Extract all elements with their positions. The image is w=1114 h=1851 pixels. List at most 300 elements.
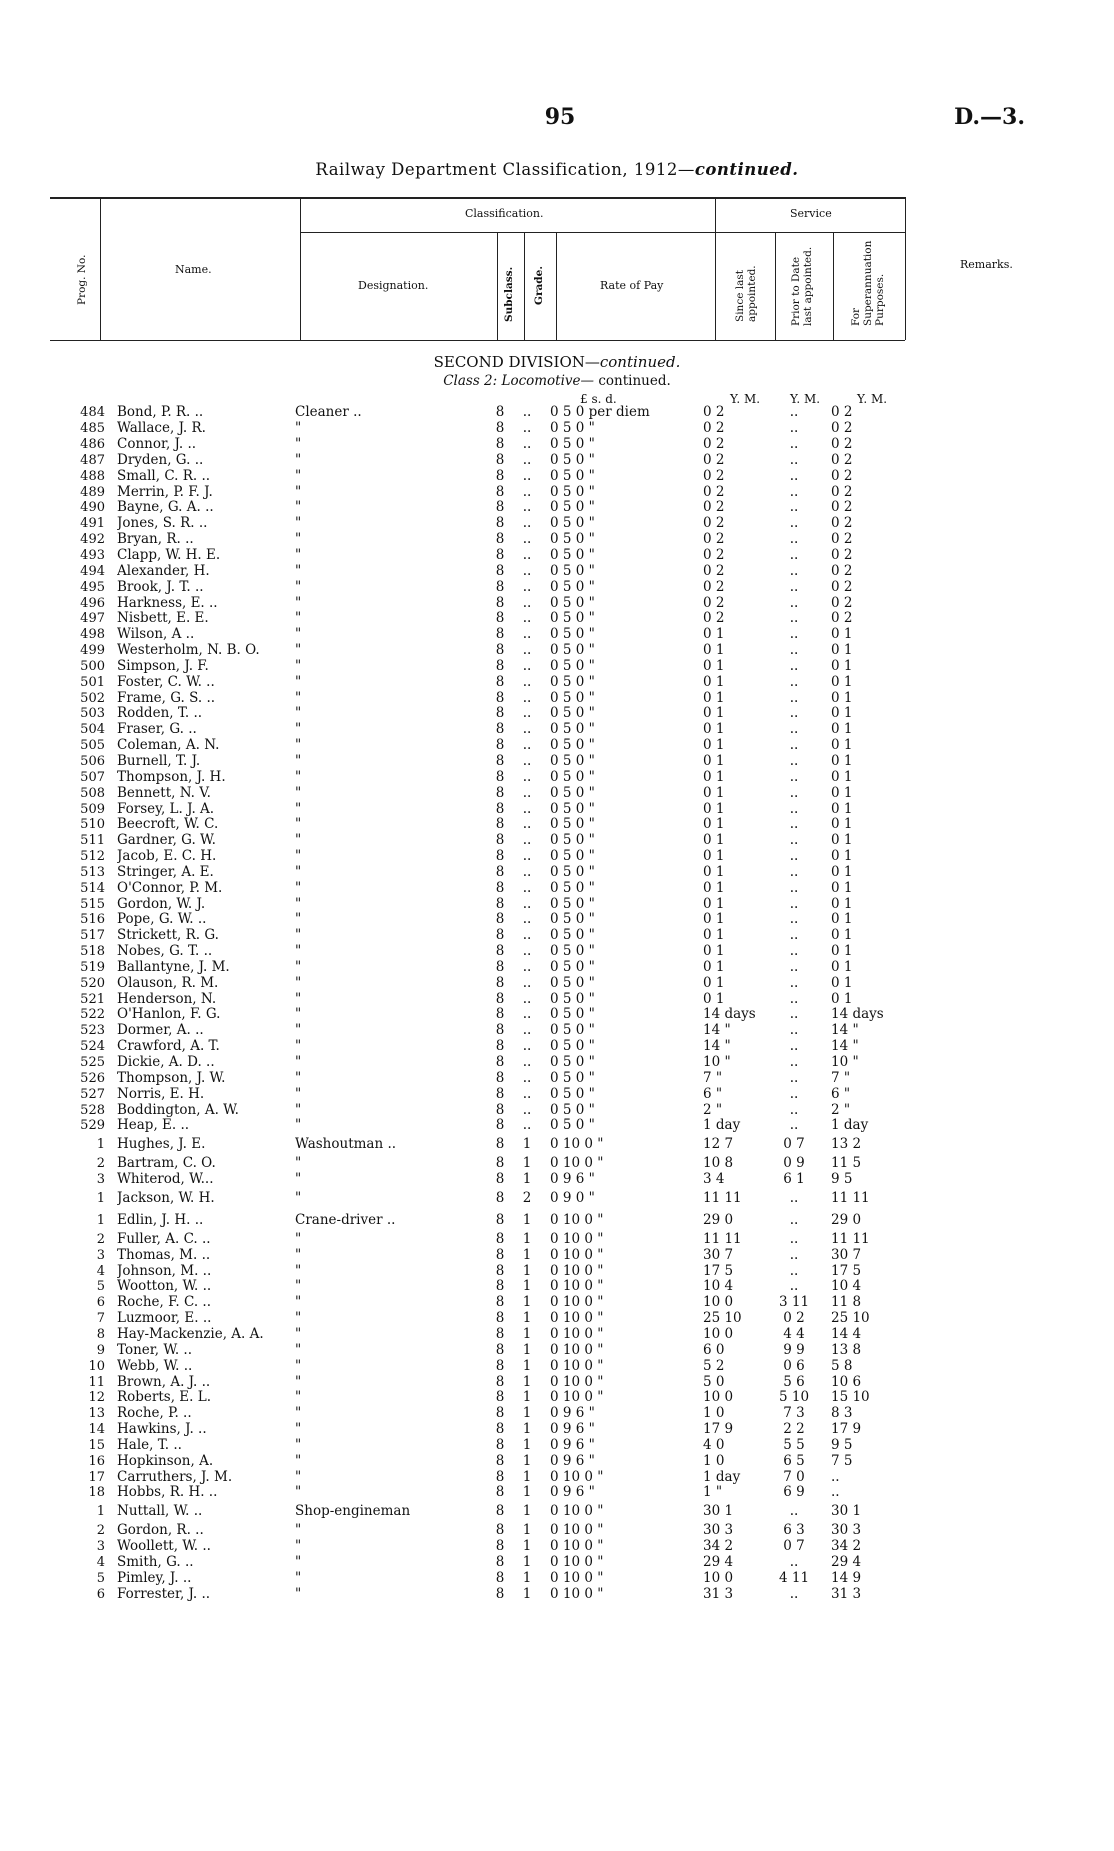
grade-cell: ..	[522, 468, 532, 484]
designation-cell: "	[295, 816, 302, 833]
since-appointed-cell: 0 1	[703, 658, 725, 674]
rate-of-pay-cell: 0 5 0 "	[550, 420, 595, 437]
rate-of-pay-cell: 0 9 0 "	[550, 1190, 595, 1206]
prior-appointed-cell: ..	[789, 785, 799, 801]
subclass-cell: 8	[495, 1586, 505, 1602]
superannuation-cell: 0 1	[831, 785, 853, 801]
prog-no-cell: 1	[96, 1213, 105, 1228]
designation-cell: "	[295, 1538, 302, 1555]
rate-of-pay-cell: 0 5 0 "	[550, 674, 595, 690]
prior-appointed-cell: ..	[789, 1279, 799, 1295]
rate-of-pay-cell: 0 10 0 "	[550, 1263, 604, 1279]
employee-name-cell: Carruthers, J. M.	[117, 1469, 233, 1485]
superannuation-cell: 0 1	[831, 832, 853, 849]
prog-no-cell: 2	[96, 1231, 105, 1247]
subclass-cell: 8	[495, 1570, 505, 1586]
prog-no-cell: 8	[96, 1326, 105, 1342]
since-appointed-cell: 31 3	[703, 1586, 734, 1602]
employee-name-cell: Johnson, M. ..	[117, 1263, 212, 1279]
since-appointed-cell: 0 2	[703, 468, 725, 484]
prior-appointed-cell: ..	[789, 690, 799, 706]
prior-appointed-cell: ..	[789, 468, 799, 484]
superannuation-cell: 30 7	[831, 1247, 862, 1263]
grade-cell: 1	[522, 1326, 532, 1342]
table-row	[50, 1501, 891, 1523]
superannuation-cell: 0 1	[831, 912, 853, 928]
since-appointed-cell: 0 2	[703, 452, 725, 468]
grade-cell: ..	[522, 943, 532, 960]
prog-no-cell: 4	[96, 1554, 105, 1570]
subclass-cell: 8	[495, 991, 505, 1007]
rate-of-pay-cell: 0 10 0 "	[550, 1358, 604, 1374]
since-appointed-cell: 0 2	[703, 405, 725, 421]
designation-cell: "	[295, 579, 302, 595]
employee-name-cell: Hughes, J. E.	[117, 1136, 206, 1153]
employee-name-cell: Webb, W. ..	[117, 1358, 193, 1374]
rate-of-pay-cell: 0 5 0 "	[550, 753, 595, 769]
prog-no-cell: 513	[80, 864, 105, 880]
since-appointed-cell: 0 2	[703, 515, 725, 532]
prog-no-cell: 500	[80, 658, 105, 674]
since-appointed-cell: 0 1	[703, 721, 725, 738]
prog-no-cell: 14	[88, 1422, 105, 1438]
table-row	[50, 928, 891, 944]
designation-cell: "	[295, 769, 302, 785]
grade-cell: ..	[522, 975, 532, 991]
since-appointed-cell: 10 0	[703, 1326, 734, 1342]
grade-cell: ..	[522, 816, 532, 833]
superannuation-cell: 0 1	[831, 816, 853, 833]
designation-cell: Crane-driver ..	[295, 1212, 396, 1228]
superannuation-cell: 11 8	[831, 1294, 862, 1311]
designation-cell: "	[295, 753, 302, 769]
grade-cell: 1	[522, 1342, 532, 1358]
prior-appointed-cell: ..	[789, 531, 799, 548]
subclass-cell: 8	[495, 959, 505, 975]
superannuation-cell: 0 2	[831, 515, 853, 532]
employee-name-cell: Ballantyne, J. M.	[117, 959, 230, 975]
subclass-cell: 8	[495, 500, 505, 516]
prog-no-cell: 526	[80, 1070, 105, 1086]
table-row	[50, 1539, 891, 1555]
since-appointed-cell: 0 1	[703, 642, 725, 659]
prior-appointed-cell: ..	[789, 1038, 799, 1055]
table-row	[50, 769, 891, 785]
prog-no-cell: 508	[80, 785, 105, 801]
table-row	[50, 1570, 891, 1586]
table-row	[50, 1247, 891, 1263]
superannuation-cell: 0 2	[831, 547, 853, 564]
prior-appointed-cell: ..	[789, 832, 799, 849]
rate-of-pay-cell: 0 5 0 "	[550, 864, 595, 880]
table-row	[50, 880, 891, 896]
rate-of-pay-cell: 0 10 0 "	[550, 1212, 604, 1228]
employee-name-cell: Wallace, J. R.	[117, 420, 206, 437]
rate-of-pay-cell: 0 10 0 "	[550, 1310, 604, 1327]
rate-of-pay-cell: 0 9 6 "	[550, 1437, 595, 1453]
superannuation-cell: 13 2	[831, 1136, 862, 1153]
since-appointed-cell: 4 0	[703, 1437, 725, 1453]
subclass-cell: 8	[495, 1374, 505, 1390]
employee-name-cell: Fraser, G. ..	[117, 721, 197, 738]
designation-cell: "	[295, 1389, 302, 1406]
grade-cell: 1	[522, 1437, 532, 1453]
prog-no-cell: 492	[80, 532, 105, 548]
prior-appointed-cell: ..	[789, 912, 799, 928]
rate-of-pay-cell: 0 5 0 "	[550, 1038, 595, 1055]
superannuation-cell: 11 5	[831, 1155, 862, 1172]
section-heading	[0, 353, 1114, 371]
since-appointed-cell: 0 2	[703, 484, 725, 500]
employee-name-cell: Toner, W. ..	[117, 1342, 193, 1358]
grade-cell: ..	[522, 848, 532, 865]
employee-name-cell: Clapp, W. H. E.	[117, 547, 221, 564]
subclass-cell: 8	[495, 1522, 505, 1539]
rate-of-pay-cell: 0 5 0 "	[550, 991, 595, 1007]
superannuation-cell: 0 2	[831, 436, 853, 453]
employee-name-cell: Merrin, P. F. J.	[117, 484, 213, 500]
since-appointed-cell: 17 9	[703, 1421, 734, 1438]
designation-cell: "	[295, 436, 302, 453]
rate-of-pay-cell: 0 10 0 "	[550, 1554, 604, 1570]
grade-cell: ..	[522, 880, 532, 896]
employee-name-cell: Whiterod, W...	[117, 1171, 214, 1188]
prog-no-cell: 496	[80, 595, 105, 611]
superannuation-cell: 0 1	[831, 674, 853, 690]
table-row	[50, 833, 891, 849]
prior-appointed-cell: ..	[789, 1263, 799, 1279]
subclass-cell: 8	[495, 864, 505, 880]
prog-no-cell: 525	[80, 1055, 105, 1071]
rate-of-pay-cell: 0 10 0 "	[550, 1247, 604, 1263]
subclass-cell: 8	[495, 753, 505, 769]
ym-units-prior: Y. M.	[790, 392, 821, 406]
subclass-cell: 8	[495, 1294, 505, 1311]
prior-appointed-cell: 0 7	[783, 1136, 805, 1153]
prior-appointed-cell: ..	[789, 405, 799, 421]
superannuation-cell: 0 1	[831, 769, 853, 785]
header-subclass: Subclass.	[503, 266, 515, 322]
grade-cell: ..	[522, 658, 532, 674]
grade-cell: 1	[522, 1453, 532, 1469]
prior-appointed-cell: 7 0	[783, 1469, 805, 1485]
prior-appointed-cell: ..	[789, 1554, 799, 1570]
designation-cell: "	[295, 1342, 302, 1358]
prior-appointed-cell: ..	[789, 1086, 799, 1102]
prog-no-cell: 490	[80, 500, 105, 516]
superannuation-cell: 0 2	[831, 531, 853, 548]
since-appointed-cell: 0 1	[703, 674, 725, 690]
prog-no-cell: 6	[96, 1295, 105, 1311]
prog-no-cell: 493	[80, 548, 105, 564]
prog-no-cell: 512	[80, 849, 105, 865]
since-appointed-cell: 11 11	[703, 1190, 742, 1206]
rate-of-pay-cell: 0 5 0 "	[550, 959, 595, 975]
prog-no-cell: 517	[80, 928, 105, 944]
subclass-cell: 8	[495, 531, 505, 548]
superannuation-cell: 0 2	[831, 579, 853, 595]
prog-no-cell: 515	[80, 896, 105, 912]
employee-name-cell: Hawkins, J. ..	[117, 1421, 207, 1438]
table-row	[50, 1055, 891, 1071]
prior-appointed-cell: ..	[789, 1070, 799, 1086]
employee-name-cell: Wilson, A ..	[117, 626, 195, 643]
subclass-cell: 8	[495, 1155, 505, 1172]
header-rate: Rate of Pay	[600, 279, 664, 292]
grade-cell: 1	[522, 1405, 532, 1422]
prog-no-cell: 514	[80, 880, 105, 896]
subclass-cell: 8	[495, 1054, 505, 1071]
grade-cell: ..	[522, 753, 532, 769]
designation-cell: "	[295, 1294, 302, 1311]
employee-name-cell: Forsey, L. J. A.	[117, 801, 215, 817]
rate-of-pay-cell: 0 5 0 "	[550, 785, 595, 801]
since-appointed-cell: 14 "	[703, 1038, 731, 1055]
prior-appointed-cell: ..	[789, 1190, 799, 1206]
subclass-cell: 8	[495, 626, 505, 643]
superannuation-cell: 7 5	[831, 1453, 853, 1469]
employee-name-cell: Bennett, N. V.	[117, 785, 211, 801]
subclass-cell: 8	[495, 1342, 505, 1358]
employee-name-cell: Westerholm, N. B. O.	[117, 642, 260, 659]
subclass-cell: 8	[495, 975, 505, 991]
rate-of-pay-cell: 0 10 0 "	[550, 1503, 604, 1520]
title-main: Railway Department Classification, 1912—	[315, 160, 695, 179]
table-row	[50, 421, 891, 437]
subclass-cell: 8	[495, 420, 505, 437]
prior-appointed-cell: ..	[789, 1117, 799, 1134]
since-appointed-cell: 0 1	[703, 816, 725, 833]
header-remarks: Remarks.	[960, 258, 1013, 271]
prior-appointed-cell: 9 9	[783, 1342, 805, 1358]
rate-of-pay-cell: 0 5 0 "	[550, 642, 595, 659]
employee-name-cell: Dickie, A. D. ..	[117, 1054, 215, 1071]
prior-appointed-cell: ..	[789, 975, 799, 991]
prior-appointed-cell: 2 2	[783, 1421, 805, 1438]
grade-cell: ..	[522, 1038, 532, 1055]
prior-appointed-cell: 3 11	[778, 1294, 810, 1311]
grade-cell: ..	[522, 610, 532, 627]
col-rule-4	[524, 232, 525, 340]
table-row	[50, 1007, 891, 1023]
table-row	[50, 849, 891, 865]
superannuation-cell: 31 3	[831, 1586, 862, 1602]
ym-units-super: Y. M.	[857, 392, 888, 406]
prog-no-cell: 495	[80, 579, 105, 595]
header-prog-no: Prog. No.	[76, 254, 88, 305]
subclass-cell: 8	[495, 436, 505, 453]
prog-no-cell: 488	[80, 468, 105, 484]
designation-cell: "	[295, 1358, 302, 1374]
table-row	[50, 738, 891, 754]
designation-cell: "	[295, 801, 302, 817]
rate-of-pay-cell: 0 10 0 "	[550, 1389, 604, 1406]
superannuation-cell: 0 2	[831, 595, 853, 611]
designation-cell: "	[295, 1247, 302, 1263]
subclass-cell: 8	[495, 642, 505, 659]
employee-name-cell: O'Connor, P. M.	[117, 880, 223, 896]
superannuation-cell: 0 2	[831, 610, 853, 627]
grade-cell: 1	[522, 1469, 532, 1485]
superannuation-cell: 17 5	[831, 1263, 862, 1279]
designation-cell: "	[295, 706, 302, 722]
superannuation-cell: 0 1	[831, 864, 853, 880]
subclass-cell: 8	[495, 927, 505, 944]
employee-name-cell: Burnell, T. J.	[117, 753, 201, 769]
subclass-cell: 8	[495, 674, 505, 690]
prior-appointed-cell: 5 6	[783, 1374, 805, 1390]
table-row	[50, 405, 891, 421]
superannuation-cell: 10 "	[831, 1054, 859, 1071]
subclass-cell: 8	[495, 1421, 505, 1438]
superannuation-cell: 29 0	[831, 1212, 862, 1228]
rate-of-pay-cell: 0 5 0 "	[550, 531, 595, 548]
subclass-cell: 8	[495, 1136, 505, 1153]
designation-cell: "	[295, 721, 302, 738]
prog-no-cell: 3	[96, 1539, 105, 1555]
prior-appointed-cell: ..	[789, 626, 799, 643]
grade-cell: ..	[522, 547, 532, 564]
employee-name-cell: Henderson, N.	[117, 991, 217, 1007]
subclass-cell: 8	[495, 769, 505, 785]
rate-of-pay-cell: 0 5 0 per diem	[550, 405, 650, 421]
since-appointed-cell: 0 1	[703, 943, 725, 960]
prog-no-cell: 528	[80, 1102, 105, 1118]
grade-cell: ..	[522, 832, 532, 849]
superannuation-cell: 14 "	[831, 1022, 859, 1039]
table-row	[50, 1422, 891, 1438]
col-rule-7	[775, 232, 776, 340]
subclass-cell: 8	[495, 1358, 505, 1374]
superannuation-cell: 9 5	[831, 1171, 853, 1188]
prior-appointed-cell: ..	[789, 484, 799, 500]
rate-of-pay-cell: 0 9 6 "	[550, 1485, 595, 1501]
since-appointed-cell: 1 day	[703, 1117, 741, 1134]
employee-name-cell: Nobes, G. T. ..	[117, 943, 213, 960]
designation-cell: "	[295, 1437, 302, 1453]
section-continued: continued.	[599, 353, 681, 371]
grade-cell: 1	[522, 1554, 532, 1570]
table-row	[50, 896, 891, 912]
employee-name-cell: Bayne, G. A. ..	[117, 500, 214, 516]
header-service: Service	[790, 207, 832, 220]
page-title	[0, 160, 1114, 179]
designation-cell: Washoutman ..	[295, 1136, 397, 1153]
superannuation-cell: 7 "	[831, 1070, 851, 1086]
prog-no-cell: 2	[96, 1156, 105, 1172]
table-row	[50, 437, 891, 453]
table-row	[50, 1523, 891, 1539]
superannuation-cell: 15 10	[831, 1389, 870, 1406]
designation-cell: "	[295, 943, 302, 960]
subclass-cell: 8	[495, 1538, 505, 1555]
designation-cell: "	[295, 1279, 302, 1295]
since-appointed-cell: 0 1	[703, 975, 725, 991]
employee-name-cell: Bartram, C. O.	[117, 1155, 216, 1172]
since-appointed-cell: 17 5	[703, 1263, 734, 1279]
subsection-continued: continued.	[598, 373, 671, 389]
subclass-cell: 8	[495, 563, 505, 579]
table-row	[50, 468, 891, 484]
since-appointed-cell: 0 1	[703, 737, 725, 754]
designation-cell: "	[295, 1155, 302, 1172]
designation-cell: "	[295, 1117, 302, 1134]
rate-of-pay-cell: 0 10 0 "	[550, 1522, 604, 1539]
employee-name-cell: Olauson, R. M.	[117, 975, 219, 991]
since-appointed-cell: 0 2	[703, 563, 725, 579]
prior-appointed-cell: ..	[789, 896, 799, 912]
grade-cell: ..	[522, 864, 532, 880]
subclass-cell: 8	[495, 547, 505, 564]
grade-cell: 1	[522, 1522, 532, 1539]
table-row	[50, 1086, 891, 1102]
employee-name-cell: Woollett, W. ..	[117, 1538, 211, 1555]
rate-of-pay-cell: 0 10 0 "	[550, 1279, 604, 1295]
rate-of-pay-cell: 0 5 0 "	[550, 563, 595, 579]
subclass-cell: 8	[495, 1503, 505, 1520]
employee-name-cell: Hay-Mackenzie, A. A.	[117, 1326, 264, 1342]
col-rule-3	[497, 232, 498, 340]
designation-cell: "	[295, 1310, 302, 1327]
rate-of-pay-cell: 0 9 6 "	[550, 1171, 595, 1188]
rate-of-pay-cell: 0 5 0 "	[550, 468, 595, 484]
since-appointed-cell: 0 1	[703, 690, 725, 706]
subclass-cell: 8	[495, 1007, 505, 1023]
prior-appointed-cell: 6 5	[783, 1453, 805, 1469]
since-appointed-cell: 0 1	[703, 912, 725, 928]
header-grade: Grade.	[533, 266, 545, 305]
table-row	[50, 690, 891, 706]
subclass-cell: 8	[495, 1485, 505, 1501]
table-row	[50, 1311, 891, 1327]
subclass-cell: 8	[495, 1022, 505, 1039]
designation-cell: "	[295, 610, 302, 627]
prog-no-cell: 520	[80, 975, 105, 991]
employee-name-cell: Luzmoor, E. ..	[117, 1310, 212, 1327]
superannuation-cell: 2 "	[831, 1102, 851, 1118]
since-appointed-cell: 0 1	[703, 753, 725, 769]
designation-cell: "	[295, 547, 302, 564]
subclass-cell: 8	[495, 579, 505, 595]
since-appointed-cell: 30 7	[703, 1247, 734, 1263]
subclass-cell: 8	[495, 484, 505, 500]
table-row	[50, 1118, 891, 1134]
table-row	[50, 563, 891, 579]
designation-cell: "	[295, 1469, 302, 1485]
prior-appointed-cell: ..	[789, 753, 799, 769]
col-rule-5	[556, 232, 557, 340]
superannuation-cell: 14 "	[831, 1038, 859, 1055]
employee-name-cell: Stringer, A. E.	[117, 864, 214, 880]
designation-cell: "	[295, 1326, 302, 1342]
table-row	[50, 1102, 891, 1118]
prog-no-cell: 7	[96, 1311, 105, 1327]
table-row	[50, 1210, 891, 1232]
superannuation-cell: ..	[831, 1469, 840, 1485]
subclass-cell: 8	[495, 1554, 505, 1570]
designation-cell: "	[295, 1522, 302, 1539]
superannuation-cell: 0 1	[831, 658, 853, 674]
grade-cell: 2	[522, 1190, 532, 1206]
table-row	[50, 722, 891, 738]
since-appointed-cell: 0 1	[703, 864, 725, 880]
superannuation-cell: 17 9	[831, 1421, 862, 1438]
rate-of-pay-cell: 0 5 0 "	[550, 1054, 595, 1071]
table-row	[50, 944, 891, 960]
rate-of-pay-cell: 0 5 0 "	[550, 706, 595, 722]
grade-cell: ..	[522, 1054, 532, 1071]
table-row	[50, 1555, 891, 1571]
